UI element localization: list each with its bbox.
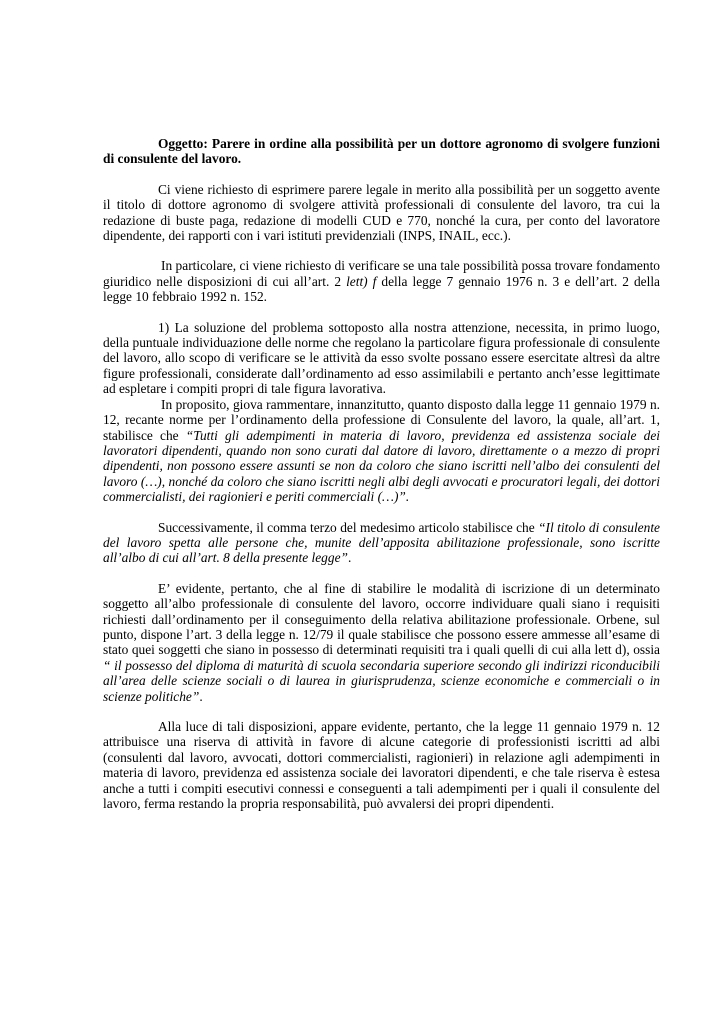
paragraph-text: E’ evidente, pertanto, che al fine di stabilire le modalità di iscrizione di un determinato soggetto all’albo professionale di consulente del lavoro, occorre individuare quali siano i requisiti richiesti dall’ordinamento per il conseguimento della relativa abilitazione professionale. Orbene, sul punto, dispone l’art. 3 della legge n. 12/79 il quale stabilisce che possono essere ammesse all’esame di stato quei soggetti che siano in possesso di determinati requisiti tra i quali quelli di cui alla lett d), ossia <box>103 580 660 658</box>
paragraph-text: In proposito, giova rammentare, innanzitutto, quanto disposto dalla legge 11 gennaio 1979 n. 12, recante norme per l’ordinamento della professione di Consulente del lavoro, la quale, all’art. 1, stabilisce che <box>103 396 660 443</box>
paragraph-particular <box>103 258 660 304</box>
italic-quote: “Il titolo di consulente del lavoro spetta alle persone che, munite dell’apposita abilitazione professionale, sono iscritte all’albo di cui all’art. 8 della presente legge” <box>103 519 660 566</box>
paragraph-text: . <box>199 688 203 704</box>
paragraph-text: della legge 7 gennaio 1976 n. 3 e dell’art. 2 della legge 10 febbraio 1992 n. 152. <box>103 273 660 305</box>
italic-quote: “Tutti gli adempimenti in materia di lavoro, previdenza ed assistenza sociale dei lavoratori dipendenti, quando non sono curati dal datore di lavoro, direttamente o a mezzo di propri dipendenti, non possono essere assunti se non da coloro che siano iscritti nell’albo dei consulenti del lavoro (…), nonché da coloro che siano iscritti negli albi degli avvocati e procuratori legali, dei dottori commercialisti, dei ragionieri e periti commerciali (…)”. <box>103 427 660 505</box>
subject-heading: Oggetto: Parere in ordine alla possibilità per un dottore agronomo di svolgere funzioni di consulente del lavoro. <box>103 136 660 167</box>
paragraph-text: . <box>347 550 352 566</box>
paragraph-text: In particolare, ci viene richiesto di verificare se una tale possibilità possa trovare fondamento giuridico nelle disposizioni di cui all’art. 2 <box>103 258 660 289</box>
paragraph-law-1979 <box>103 397 660 505</box>
paragraph-solution: 1) La soluzione del problema sottoposto alla nostra attenzione, necessita, in primo luogo, della puntuale individuazione delle norme che regolano la particolare figura professionale di consulente del lavoro, allo scopo di verificare se le attività da esso svolte possano essere esercitate altresì da altre figure professionali, considerate dall’ordinamento ad esso assimilabili e pertanto anch’esse legittimate ad espletare i compiti propri di tale figura lavorativa. <box>103 319 660 397</box>
paragraph-request: Ci viene richiesto di esprimere parere legale in merito alla possibilità per un soggetto avente il titolo di dottore agronomo di svolgere attività professionali di consulente del lavoro, tra cui la redazione di buste paga, redazione di modelli CUD e 770, nonché la cura, per conto del lavoratore dipendente, dei rapporti con i vari istituti previdenziali (INPS, INAIL, ecc.). <box>103 181 660 244</box>
paragraph-text: Successivamente, il comma terzo del medesimo articolo stabilisce che <box>158 519 539 535</box>
paragraph-third-comma <box>103 520 660 566</box>
italic-reference: lett) f <box>346 273 377 289</box>
italic-quote: “ il possesso del diploma di maturità di scuola secondaria superiore secondo gli indirizzi riconducibili all’area delle scienze sociali o di laurea in giurisprudenza, scienze economiche e commerciali o in scienze politiche” <box>103 657 660 704</box>
paragraph-requirements <box>103 581 660 704</box>
paragraph-conclusion: Alla luce di tali disposizioni, appare evidente, pertanto, che la legge 11 gennaio 1979 n. 12 attribuisce una riserva di attività in favore di alcune categorie di professionisti iscritti ad albi (consulenti dal lavoro, avvocati, dottori commercialisti, ragionieri) in relazione agli adempimenti in materia di lavoro, previdenza ed assistenza sociale dei lavoratori dipendenti, e che tale riserva è estesa anche a tutti i compiti esecutivi connessi e conseguenti a tali adempimenti per i quali il consulente del lavoro, ferma restando la propria responsabilità, può avvalersi dei propri dipendenti. <box>103 719 660 812</box>
document-body <box>103 136 660 811</box>
